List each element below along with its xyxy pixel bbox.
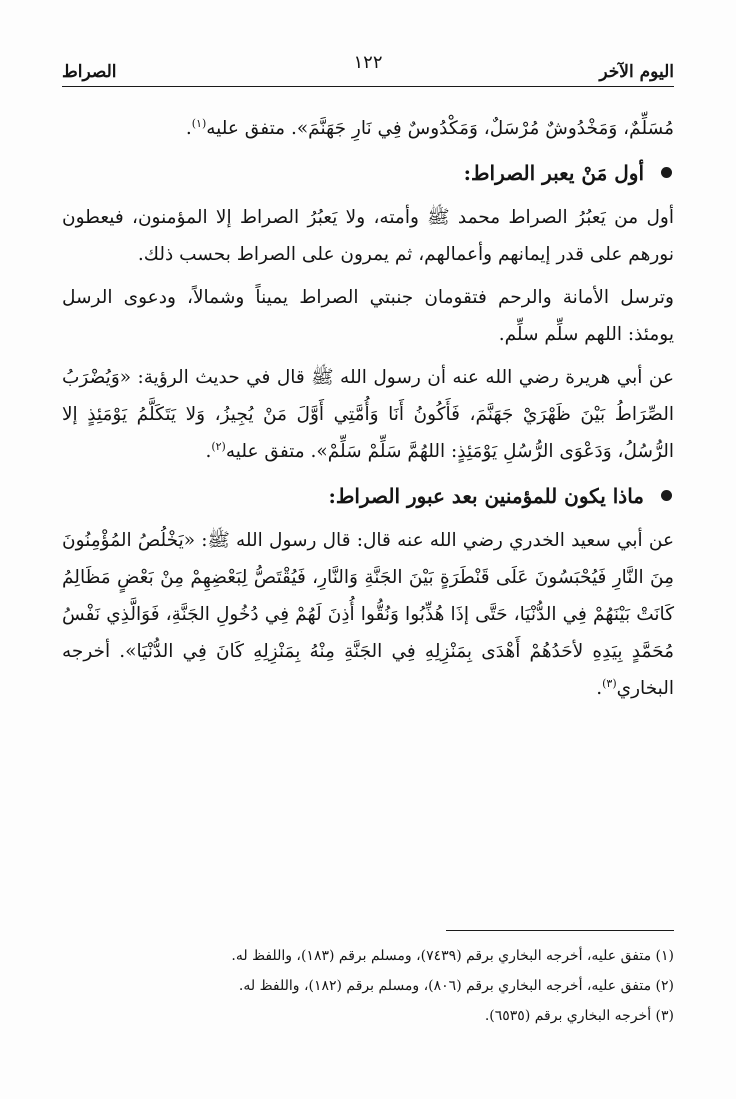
footnote-ref-2: (٢) (211, 439, 226, 453)
section-heading-after-crossing (62, 476, 674, 516)
intro-paragraph: مُسَلِّمٌ، وَمَخْدُوشٌ مُرْسَلٌ، وَمَكْدُوسٌ فِي نَارِ جَهَنَّمَ». متفق عليه$^{(١)}$. (185, 116, 674, 139)
hadith-text: عن أبي هريرة رضي الله عنه أن رسول الله ﷺ قال في حديث الرؤية: «وَيُضْرَبُ الصِّرَاطُ بَيْنَ ظَهْرَيْ جَهَنَّمَ، فَأَكُونُ أَنَا وَأُمَّتِي أَوَّلَ مَنْ يُجِيزُ، وَلا يَتَكَلَّمُ يَوْمَئِذٍ إلا الرُّسُلُ، وَدَعْوَى الرُّسُلِ يَوْمَئِذٍ: اللهُمَّ سَلِّمْ سَلِّمْ». متفق عليه (62, 367, 674, 462)
section-heading-first-crosser (62, 153, 674, 193)
running-header (62, 52, 674, 87)
hadith-paragraph: عن أبي سعيد الخدري رضي الله عنه قال: قال رسول الله ﷺ: «يَخْلُصُ المُؤْمِنُونَ مِنَ النَّارِ فَيُحْبَسُونَ عَلَى قَنْطَرَةٍ بَيْنَ الجَنَّةِ وَالنَّارِ، فَيُقْتَصُّ لِبَعْضِهِمْ مِنْ بَعْضٍ مَظَالِمُ كَانَتْ بَيْنَهُمْ فِي الدُّنْيَا، حَتَّى إذَا هُذِّبُوا وَنُقُّوا أُذِنَ لَهُمْ فِي دُخُولِ الجَنَّةِ، فَوَالَّذِي نَفْسُ مُحَمَّدٍ بِيَدِهِ لأحَدُهُمْ أَهْدَى بِمَنْزِلِهِ فِي الجَنَّةِ مِنْهُ بِمَنْزِلِهِ كَانَ فِي الدُّنْيَا». أخرجه البخاري$^{(٣)}$. (62, 530, 674, 699)
heading-text: أول مَنْ يعبر الصراط: (463, 161, 644, 185)
paragraph: أول من يَعبُرُ الصراط محمد ﷺ وأمته، ولا يَعبُرُ الصراط إلا المؤمنون، فيعطون نورهم على قدر إيمانهم وأعمالهم، ثم يمرون على الصراط بحسب ذلك. (62, 207, 674, 265)
hadith-text: عن أبي سعيد الخدري رضي الله عنه قال: قال رسول الله ﷺ: «يَخْلُصُ المُؤْمِنُونَ مِنَ النَّارِ فَيُحْبَسُونَ عَلَى قَنْطَرَةٍ بَيْنَ الجَنَّةِ وَالنَّارِ، فَيُقْتَصُّ لِبَعْضِهِمْ مِنْ بَعْضٍ مَظَالِمُ كَانَتْ بَيْنَهُمْ فِي الدُّنْيَا، حَتَّى إذَا هُذِّبُوا وَنُقُّوا أُذِنَ لَهُمْ فِي دُخُولِ الجَنَّةِ، فَوَالَّذِي نَفْسُ مُحَمَّدٍ بِيَدِهِ لأحَدُهُمْ أَهْدَى بِمَنْزِلِهِ فِي الجَنَّةِ مِنْهُ بِمَنْزِلِهِ كَانَ فِي الدُّنْيَا». أخرجه البخاري (62, 530, 674, 699)
footnote-ref-1: (١) (191, 116, 207, 130)
footnote-ref-3: (٣) (602, 676, 617, 690)
footnote-divider (446, 930, 674, 931)
heading-text: ماذا يكون للمؤمنين بعد عبور الصراط: (328, 484, 644, 508)
footnote-3: (٣) أخرجه البخاري برقم (٦٥٣٥). (484, 1008, 674, 1024)
bullet-icon (661, 490, 672, 501)
header-chapter: اليوم الآخر (599, 62, 674, 82)
intro-text: مُسَلِّمٌ، وَمَخْدُوشٌ مُرْسَلٌ، وَمَكْدُوسٌ فِي نَارِ جَهَنَّمَ». متفق عليه (206, 118, 674, 139)
hadith-paragraph: عن أبي هريرة رضي الله عنه أن رسول الله ﷺ قال في حديث الرؤية: «وَيُضْرَبُ الصِّرَاطُ بَيْنَ ظَهْرَيْ جَهَنَّمَ، فَأَكُونُ أَنَا وَأُمَّتِي أَوَّلَ مَنْ يُجِيزُ، وَلا يَتَكَلَّمُ يَوْمَئِذٍ إلا الرُّسُلُ، وَدَعْوَى الرُّسُلِ يَوْمَئِذٍ: اللهُمَّ سَلِّمْ سَلِّمْ». متفق عليه$^{(٢)}$. (62, 367, 674, 462)
paragraph: وترسل الأمانة والرحم فتقومان جنبتي الصراط يميناً وشمالاً، ودعوى الرسل يومئذ: اللهم سلِّم سلِّم. (62, 287, 674, 345)
footnotes (62, 930, 674, 1031)
bullet-icon (661, 167, 672, 178)
footnote-1: (١) متفق عليه، أخرجه البخاري برقم (٧٤٣٩)، ومسلم برقم (١٨٣)، واللفظ له. (231, 948, 674, 964)
header-section: الصراط (62, 62, 117, 82)
page-number: ١٢٢ (353, 52, 383, 73)
page-body (62, 110, 674, 713)
footnote-2: (٢) متفق عليه، أخرجه البخاري برقم (٨٠٦)، ومسلم برقم (١٨٢)، واللفظ له. (238, 978, 674, 994)
